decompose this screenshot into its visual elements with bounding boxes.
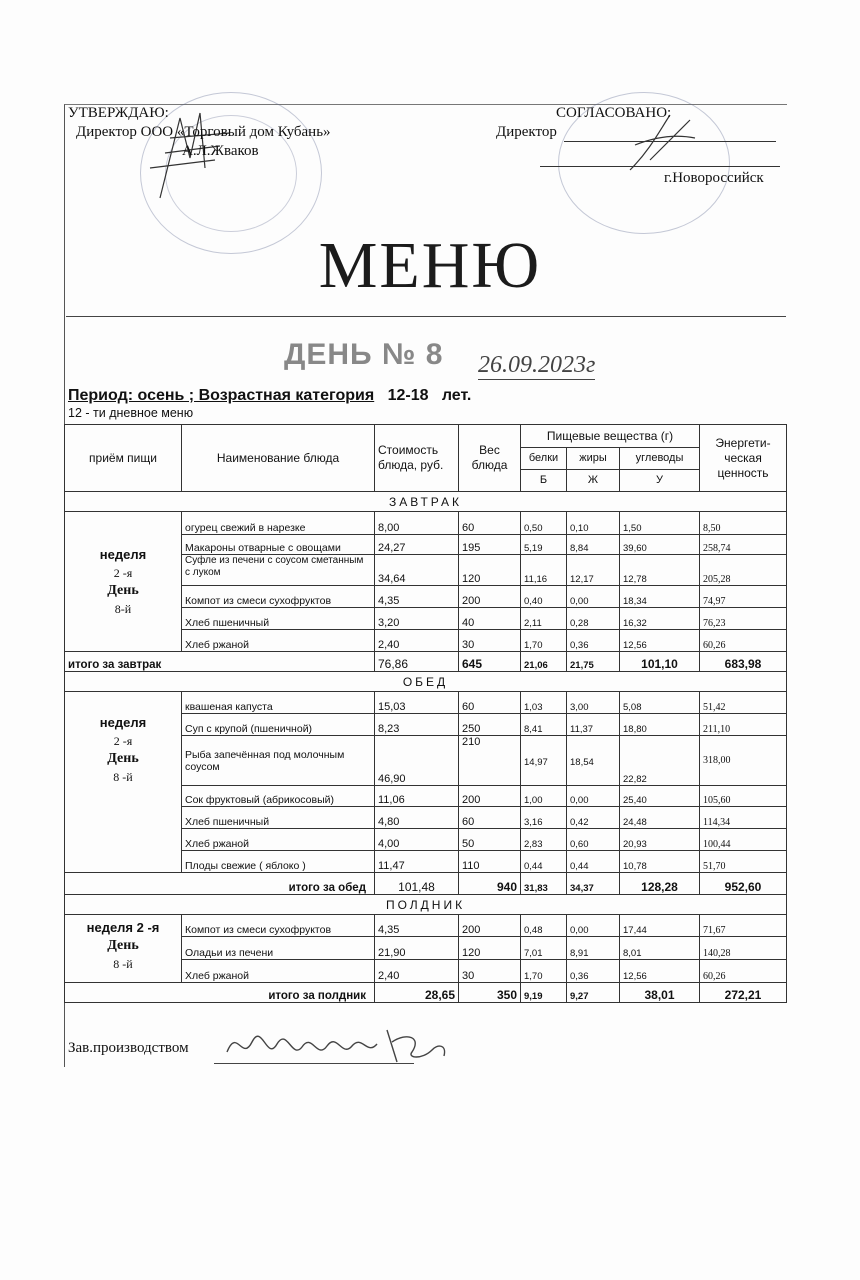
total-energy: 952,60 xyxy=(700,873,787,895)
day-week-num: 2 -я xyxy=(113,734,133,748)
dish-fats: 3,00 xyxy=(567,692,620,714)
dish-cost: 8,00 xyxy=(375,512,459,535)
dish-energy: 258,74 xyxy=(700,535,787,555)
dish-proteins: 2,11 xyxy=(521,608,567,630)
total-label: итого за завтрак xyxy=(65,652,375,672)
agreement-city: г.Новороссийск xyxy=(664,170,764,186)
day-week-label: неделя xyxy=(99,546,147,562)
dish-name: Макароны отварные с овощами xyxy=(182,535,375,555)
dish-weight: 30 xyxy=(459,960,521,983)
dish-carbs: 17,44 xyxy=(620,915,700,937)
dish-weight: 200 xyxy=(459,586,521,608)
agreement-sign-line xyxy=(564,141,776,142)
total-carbs: 38,01 xyxy=(620,983,700,1003)
dish-name: Хлеб пшеничный xyxy=(182,608,375,630)
dish-name: Хлеб ржаной xyxy=(182,630,375,652)
dish-energy: 51,42 xyxy=(700,692,787,714)
dish-proteins: 1,70 xyxy=(521,960,567,983)
dish-carbs: 18,34 xyxy=(620,586,700,608)
title-underline xyxy=(66,316,786,317)
dish-cost: 34,64 xyxy=(375,555,459,586)
total-proteins: 31,83 xyxy=(521,873,567,895)
day-label: День xyxy=(107,582,139,598)
dish-weight: 50 xyxy=(459,829,521,851)
agreement-label: СОГЛАСОВАНО: xyxy=(556,105,672,121)
dish-fats: 0,42 xyxy=(567,807,620,829)
dish-name: Хлеб ржаной xyxy=(182,960,375,983)
dish-weight: 250 xyxy=(459,714,521,736)
dish-fats: 11,37 xyxy=(567,714,620,736)
day-week-label: неделя xyxy=(99,715,147,730)
dish-cost: 15,03 xyxy=(375,692,459,714)
dish-energy: 140,28 xyxy=(700,937,787,960)
total-label: итого за обед xyxy=(65,873,375,895)
dish-carbs: 5,08 xyxy=(620,692,700,714)
header-cost: Стоимость блюда, руб. xyxy=(375,425,459,492)
dish-cost: 8,23 xyxy=(375,714,459,736)
total-fats: 34,37 xyxy=(567,873,620,895)
dish-weight: 60 xyxy=(459,807,521,829)
dish-energy: 105,60 xyxy=(700,786,787,807)
dish-proteins: 0,40 xyxy=(521,586,567,608)
dish-carbs: 12,56 xyxy=(620,630,700,652)
dish-name: Суп с крупой (пшеничной) xyxy=(182,714,375,736)
dish-weight: 200 xyxy=(459,786,521,807)
dish-carbs: 8,01 xyxy=(620,937,700,960)
dish-proteins: 3,16 xyxy=(521,807,567,829)
dish-cost: 2,40 xyxy=(375,630,459,652)
section-snack: ПОЛДНИК xyxy=(65,895,787,915)
dish-energy: 71,67 xyxy=(700,915,787,937)
menu-table xyxy=(64,424,787,1003)
dish-carbs: 16,32 xyxy=(620,608,700,630)
total-row-breakfast xyxy=(65,652,787,672)
dish-weight: 60 xyxy=(459,692,521,714)
dish-carbs: 22,82 xyxy=(620,736,700,786)
dish-fats: 0,60 xyxy=(567,829,620,851)
total-cost: 28,65 xyxy=(375,983,459,1003)
dish-cost: 4,80 xyxy=(375,807,459,829)
header-c-short: У xyxy=(620,470,700,492)
total-carbs: 101,10 xyxy=(620,652,700,672)
dish-proteins: 1,00 xyxy=(521,786,567,807)
dish-energy: 51,70 xyxy=(700,851,787,873)
dish-proteins: 2,83 xyxy=(521,829,567,851)
total-carbs: 128,28 xyxy=(620,873,700,895)
dish-proteins: 5,19 xyxy=(521,535,567,555)
period-age: 12-18 xyxy=(387,387,429,404)
dish-energy: 76,23 xyxy=(700,608,787,630)
city-line xyxy=(540,166,780,167)
total-weight: 940 xyxy=(459,873,521,895)
header-nutrients: Пищевые вещества (г) xyxy=(521,425,700,448)
period-suffix: лет. xyxy=(441,387,472,404)
dish-proteins: 11,16 xyxy=(521,555,567,586)
table-row xyxy=(65,512,787,535)
dish-cost: 11,06 xyxy=(375,786,459,807)
header-weight: Вес блюда xyxy=(459,425,521,492)
dish-fats: 0,44 xyxy=(567,851,620,873)
dish-name: квашеная капуста xyxy=(182,692,375,714)
approval-name: А.Л.Жваков xyxy=(182,143,259,159)
dish-proteins: 0,48 xyxy=(521,915,567,937)
header-f-short: Ж xyxy=(567,470,620,492)
total-proteins: 21,06 xyxy=(521,652,567,672)
dish-proteins: 1,03 xyxy=(521,692,567,714)
period-line xyxy=(68,387,471,405)
dish-name: Компот из смеси сухофруктов xyxy=(182,586,375,608)
dish-fats: 0,00 xyxy=(567,586,620,608)
header-proteins: белки xyxy=(521,448,567,470)
header-energy: Энергети-ческая ценность xyxy=(700,425,787,492)
dish-cost: 24,27 xyxy=(375,535,459,555)
day-label: День xyxy=(107,938,139,953)
total-row-lunch xyxy=(65,873,787,895)
dish-proteins: 0,44 xyxy=(521,851,567,873)
dish-weight: 120 xyxy=(459,555,521,586)
signature-production-head xyxy=(222,1022,452,1072)
dish-energy: 318,00 xyxy=(700,736,787,786)
dish-carbs: 25,40 xyxy=(620,786,700,807)
dish-fats: 12,17 xyxy=(567,555,620,586)
dish-weight: 200 xyxy=(459,915,521,937)
dish-proteins: 8,41 xyxy=(521,714,567,736)
day-cell-breakfast xyxy=(65,512,182,652)
dish-energy: 100,44 xyxy=(700,829,787,851)
dish-cost: 21,90 xyxy=(375,937,459,960)
dish-energy: 211,10 xyxy=(700,714,787,736)
dish-proteins: 1,70 xyxy=(521,630,567,652)
header-fats: жиры xyxy=(567,448,620,470)
total-proteins: 9,19 xyxy=(521,983,567,1003)
approval-position: Директор ООО «Торговый дом Кубань» xyxy=(76,124,331,140)
dish-fats: 0,00 xyxy=(567,915,620,937)
dish-carbs: 10,78 xyxy=(620,851,700,873)
dish-cost: 4,00 xyxy=(375,829,459,851)
dish-carbs: 39,60 xyxy=(620,535,700,555)
day-num: 8 -й xyxy=(113,957,133,971)
footer-label: Зав.производством xyxy=(68,1040,189,1056)
header-meal: приём пищи xyxy=(65,425,182,492)
dish-cost: 2,40 xyxy=(375,960,459,983)
day-label: День xyxy=(107,751,139,766)
header-carbs: углеводы xyxy=(620,448,700,470)
dish-cost: 46,90 xyxy=(375,736,459,786)
header-p-short: Б xyxy=(521,470,567,492)
day-cell-lunch xyxy=(65,692,182,873)
total-fats: 9,27 xyxy=(567,983,620,1003)
dish-energy: 60,26 xyxy=(700,960,787,983)
day-num: 8 -й xyxy=(113,770,133,784)
menu-cycle: 12 - ти дневное меню xyxy=(68,406,194,420)
dish-fats: 8,91 xyxy=(567,937,620,960)
total-label: итого за полдник xyxy=(65,983,375,1003)
day-week-label: неделя 2 -я xyxy=(86,920,160,935)
agreement-block xyxy=(496,104,671,142)
dish-weight: 195 xyxy=(459,535,521,555)
dish-energy: 8,50 xyxy=(700,512,787,535)
dish-fats: 18,54 xyxy=(567,736,620,786)
dish-proteins: 7,01 xyxy=(521,937,567,960)
dish-proteins: 0,50 xyxy=(521,512,567,535)
total-weight: 645 xyxy=(459,652,521,672)
dish-energy: 60,26 xyxy=(700,630,787,652)
approval-label: УТВЕРЖДАЮ: xyxy=(68,105,169,121)
period-label: Период: осень ; Возрастная категория xyxy=(68,387,375,404)
dish-fats: 0,28 xyxy=(567,608,620,630)
dish-weight: 60 xyxy=(459,512,521,535)
section-lunch: ОБЕД xyxy=(65,672,787,692)
dish-name: Компот из смеси сухофруктов xyxy=(182,915,375,937)
total-weight: 350 xyxy=(459,983,521,1003)
total-row-snack xyxy=(65,983,787,1003)
header-dish: Наименование блюда xyxy=(182,425,375,492)
agreement-position: Директор xyxy=(496,124,557,140)
dish-weight: 30 xyxy=(459,630,521,652)
handwritten-date: 26.09.2023г xyxy=(478,352,596,378)
day-title: ДЕНЬ № 8 xyxy=(284,338,444,371)
dish-name: Плоды свежие ( яблоко ) xyxy=(182,851,375,873)
dish-fats: 0,36 xyxy=(567,630,620,652)
total-cost: 101,48 xyxy=(375,873,459,895)
dish-energy: 74,97 xyxy=(700,586,787,608)
dish-fats: 8,84 xyxy=(567,535,620,555)
approval-block xyxy=(68,104,331,161)
dish-carbs: 1,50 xyxy=(620,512,700,535)
dish-carbs: 12,56 xyxy=(620,960,700,983)
total-energy: 272,21 xyxy=(700,983,787,1003)
dish-energy: 205,28 xyxy=(700,555,787,586)
dish-carbs: 24,48 xyxy=(620,807,700,829)
dish-proteins: 14,97 xyxy=(521,736,567,786)
dish-cost: 4,35 xyxy=(375,586,459,608)
table-row xyxy=(65,692,787,714)
dish-weight: 40 xyxy=(459,608,521,630)
dish-energy: 114,34 xyxy=(700,807,787,829)
document-title: МЕНЮ xyxy=(318,229,542,302)
dish-name: огурец свежий в нарезке xyxy=(182,512,375,535)
dish-weight: 120 xyxy=(459,937,521,960)
dish-carbs: 18,80 xyxy=(620,714,700,736)
dish-weight: 110 xyxy=(459,851,521,873)
dish-name: Хлеб пшеничный xyxy=(182,807,375,829)
dish-carbs: 20,93 xyxy=(620,829,700,851)
dish-name: Оладьи из печени xyxy=(182,937,375,960)
dish-cost: 11,47 xyxy=(375,851,459,873)
dish-cost: 3,20 xyxy=(375,608,459,630)
total-cost: 76,86 xyxy=(375,652,459,672)
dish-name: Сок фруктовый (абрикосовый) xyxy=(182,786,375,807)
day-week-num: 2 -я xyxy=(113,565,133,580)
total-energy: 683,98 xyxy=(700,652,787,672)
dish-name: Суфле из печени с соусом сметанным с луком xyxy=(182,555,375,586)
dish-name: Хлеб ржаной xyxy=(182,829,375,851)
dish-fats: 0,36 xyxy=(567,960,620,983)
dish-name: Рыба запечённая под молочным соусом xyxy=(182,736,375,786)
dish-carbs: 12,78 xyxy=(620,555,700,586)
dish-weight: 210 xyxy=(459,736,521,786)
day-cell-snack xyxy=(65,915,182,983)
dish-fats: 0,10 xyxy=(567,512,620,535)
dish-fats: 0,00 xyxy=(567,786,620,807)
table-row xyxy=(65,915,787,937)
section-breakfast: ЗАВТРАК xyxy=(65,492,787,512)
dish-cost: 4,35 xyxy=(375,915,459,937)
day-num: 8-й xyxy=(114,601,132,616)
total-fats: 21,75 xyxy=(567,652,620,672)
